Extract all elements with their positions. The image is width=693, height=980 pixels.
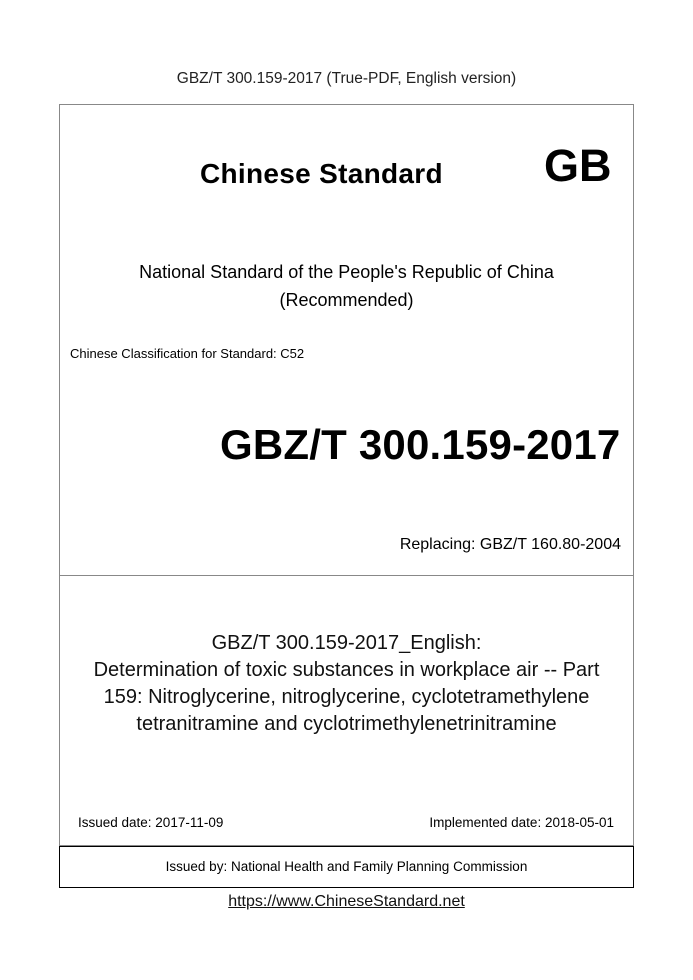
classification-text: Chinese Classification for Standard: C52 [70, 346, 305, 361]
standard-number: GBZ/T 300.159-2017 [220, 421, 621, 468]
replacing-text: Replacing: GBZ/T 160.80-2004 [399, 536, 621, 553]
chinese-standard-heading: Chinese Standard [200, 158, 443, 189]
gb-mark: GB [544, 140, 612, 191]
english-title-line-4: tetranitramine and cyclotrimethylenetrinitramine [136, 713, 557, 735]
document-header-title: GBZ/T 300.159-2017 (True-PDF, English version) [176, 70, 517, 87]
national-standard-text [0, 258, 693, 314]
footer-url [0, 893, 693, 911]
issuer-text: Issued by: National Health and Family Planning Commission [165, 859, 528, 874]
section-divider [59, 575, 634, 576]
issuer-box [59, 846, 634, 888]
english-title-line-3: 159: Nitroglycerine, nitroglycerine, cyclotetramethylene [103, 686, 590, 708]
english-title-line-2: Determination of toxic substances in workplace air -- Part [93, 659, 600, 681]
implemented-date: Implemented date: 2018-05-01 [429, 815, 614, 830]
english-title-line-1: GBZ/T 300.159-2017_English: [211, 632, 482, 654]
national-line-2: (Recommended) [279, 290, 414, 310]
english-title [60, 630, 633, 738]
issued-date: Issued date: 2017-11-09 [78, 815, 224, 830]
website-link[interactable]: https://www.ChineseStandard.net [228, 893, 465, 910]
national-line-1: National Standard of the People's Republic of China [139, 262, 554, 282]
